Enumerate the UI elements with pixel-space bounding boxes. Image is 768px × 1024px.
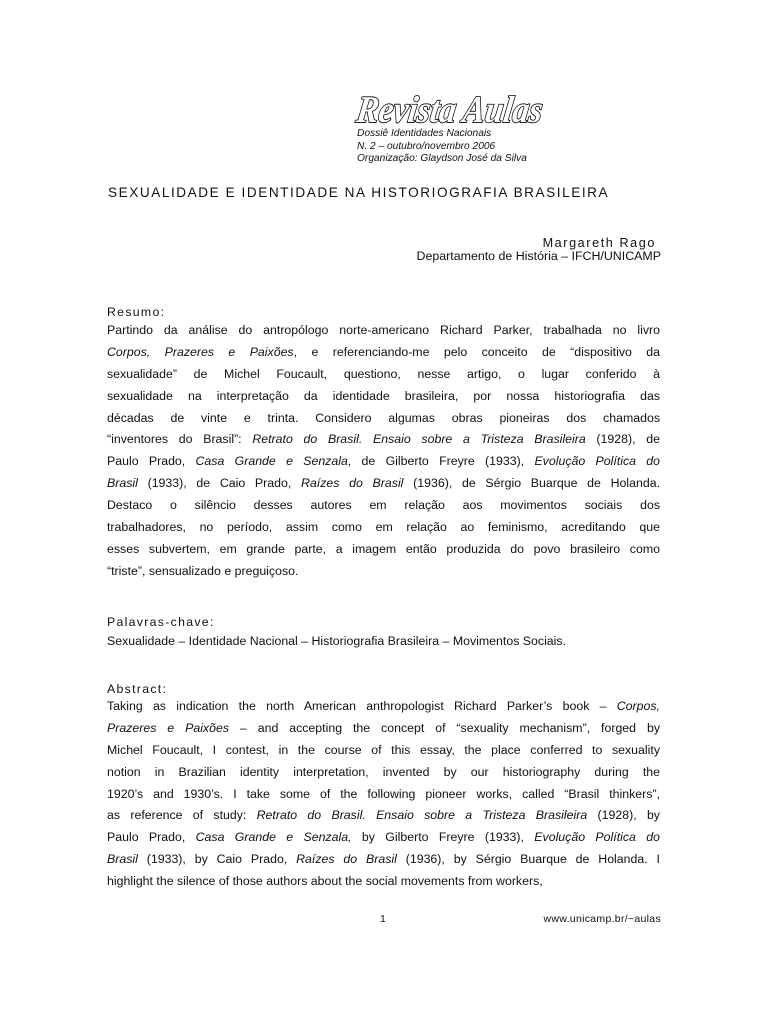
palavras-chave-text: Sexualidade – Identidade Nacional – Historiografia Brasileira – Movimentos Sociais.: [107, 634, 567, 648]
abstract-line: [107, 871, 660, 893]
resumo-line: [107, 408, 660, 430]
text-run: (1933), de Caio Prado,: [137, 476, 301, 491]
text-run: as reference of study:: [107, 808, 257, 823]
footer-url: www.unicamp.br/~aulas: [543, 913, 661, 925]
abstract-line: [107, 805, 660, 827]
text-run: highlight the silence of those authors about the social movements from workers,: [107, 874, 543, 889]
palavras-chave-body: [107, 631, 660, 653]
resumo-line: [107, 320, 660, 342]
italic-work-title: Casa Grande e Senzala,: [195, 830, 352, 845]
text-run: “triste”, sensualizado e preguiçoso.: [107, 563, 299, 578]
resumo-line: [107, 429, 660, 451]
svg-text:Revista Aulas: Revista Aulas: [354, 88, 546, 131]
italic-work-title: Brasil: [107, 852, 138, 867]
article-title: SEXUALIDADE E IDENTIDADE NA HISTORIOGRAFIA BRASILEIRA: [108, 185, 610, 200]
italic-work-title: Raízes do Brasil: [301, 476, 404, 491]
italic-work-title: Retrato do Brasil. Ensaio sobre a Tristeza Brasileira: [256, 808, 588, 823]
italic-work-title: Brasil: [107, 476, 138, 491]
italic-work-title: Corpos,: [616, 699, 660, 713]
text-run: sexualidade na interpretação da identidade brasileira, por nossa historiografia das: [107, 388, 660, 403]
organizer-line: Organização: Glaydson José da Silva: [357, 153, 527, 165]
abstract-line: [107, 827, 660, 849]
revista-aulas-logo: [351, 82, 546, 131]
palavras-chave-heading: Palavras-chave:: [107, 615, 215, 629]
italic-work-title: Casa Grande e Senzala: [195, 454, 348, 469]
text-run: Michel Foucault, I contest, in the course of this essay, the place conferred to sexuality: [107, 742, 660, 757]
resumo-line: [107, 342, 660, 364]
resumo-line: [107, 495, 660, 517]
text-run: sexualidade” de Michel Foucault, questiono, nesse artigo, o lugar conferido à: [107, 366, 660, 381]
resumo-line: [107, 451, 660, 473]
text-run: Destaco o silêncio desses autores em relação aos movimentos sociais dos: [107, 498, 660, 513]
text-run: notion in Brazilian identity interpretation, invented by our historiography during the: [107, 764, 660, 779]
resumo-line: [107, 561, 660, 583]
resumo-line: [107, 364, 660, 386]
resumo-line: [107, 473, 660, 495]
abstract-line: [107, 718, 660, 740]
author-name: Margareth Rago: [542, 236, 656, 250]
text-run: (1936), by Sérgio Buarque de Holanda. I: [396, 852, 660, 867]
issue-masthead: [357, 128, 527, 166]
resumo-heading: Resumo:: [107, 305, 166, 319]
text-run: “inventores do Brasil”:: [107, 432, 253, 447]
italic-work-title: Raízes do Brasil: [296, 852, 397, 867]
text-run: (1933), by Caio Prado,: [137, 852, 297, 867]
text-run: Paulo Prado,: [107, 454, 196, 469]
text-run: (1928), by: [587, 808, 660, 823]
text-run: esses subvertem, em grande parte, a imagem então produzida do povo brasileiro como: [107, 541, 660, 556]
abstract-body: [107, 696, 660, 893]
abstract-line: [107, 696, 660, 718]
italic-work-title: Evolução Política do: [534, 830, 660, 845]
text-run: Partindo da análise do antropólogo norte-americano Richard Parker, trabalhada no livro: [107, 323, 660, 337]
resumo-line: [107, 386, 660, 408]
text-run: , e referenciando-me pelo conceito de “dispositivo da: [293, 344, 660, 359]
text-run: by Gilberto Freyre (1933),: [351, 830, 535, 845]
italic-work-title: Prazeres e Paixões: [107, 720, 230, 735]
resumo-line: [107, 539, 660, 561]
resumo-line: [107, 517, 660, 539]
text-run: trabalhadores, no período, assim como em relação ao feminismo, acreditando que: [107, 520, 660, 535]
text-run: (1936), de Sérgio Buarque de Holanda.: [403, 476, 660, 491]
dossie-line: Dossiê Identidades Nacionais: [357, 128, 492, 139]
author-department: Departamento de História – IFCH/UNICAMP: [416, 249, 661, 263]
text-run: – and accepting the concept of “sexuality mechanism”, forged by: [229, 720, 660, 735]
text-run: décadas de vinte e trinta. Considero algumas obras pioneiras dos chamados: [107, 410, 660, 425]
abstract-line: [107, 849, 660, 871]
italic-work-title: Evolução Política do: [534, 454, 660, 469]
abstract-line: [107, 784, 660, 806]
abstract-line: [107, 740, 660, 762]
page-number: 1: [380, 913, 386, 925]
issue-number-line: N. 2 – outubro/novembro 2006: [357, 140, 496, 152]
text-run: Taking as indication the north American anthropologist Richard Parker’s book –: [107, 699, 617, 713]
text-run: 1920’s and 1930’s. I take some of the following pioneer works, called “Brasil thinkers”,: [107, 786, 660, 801]
text-run: (1928), de: [585, 432, 660, 447]
text-run: , de Gilberto Freyre (1933),: [347, 454, 535, 469]
text-run: Paulo Prado,: [107, 830, 196, 845]
italic-work-title: Retrato do Brasil. Ensaio sobre a Tristeza Brasileira: [252, 432, 586, 447]
abstract-line: [107, 762, 660, 784]
italic-work-title: Corpos, Prazeres e Paixões: [107, 344, 294, 359]
abstract-heading: Abstract:: [107, 682, 168, 696]
resumo-body: [107, 320, 660, 583]
